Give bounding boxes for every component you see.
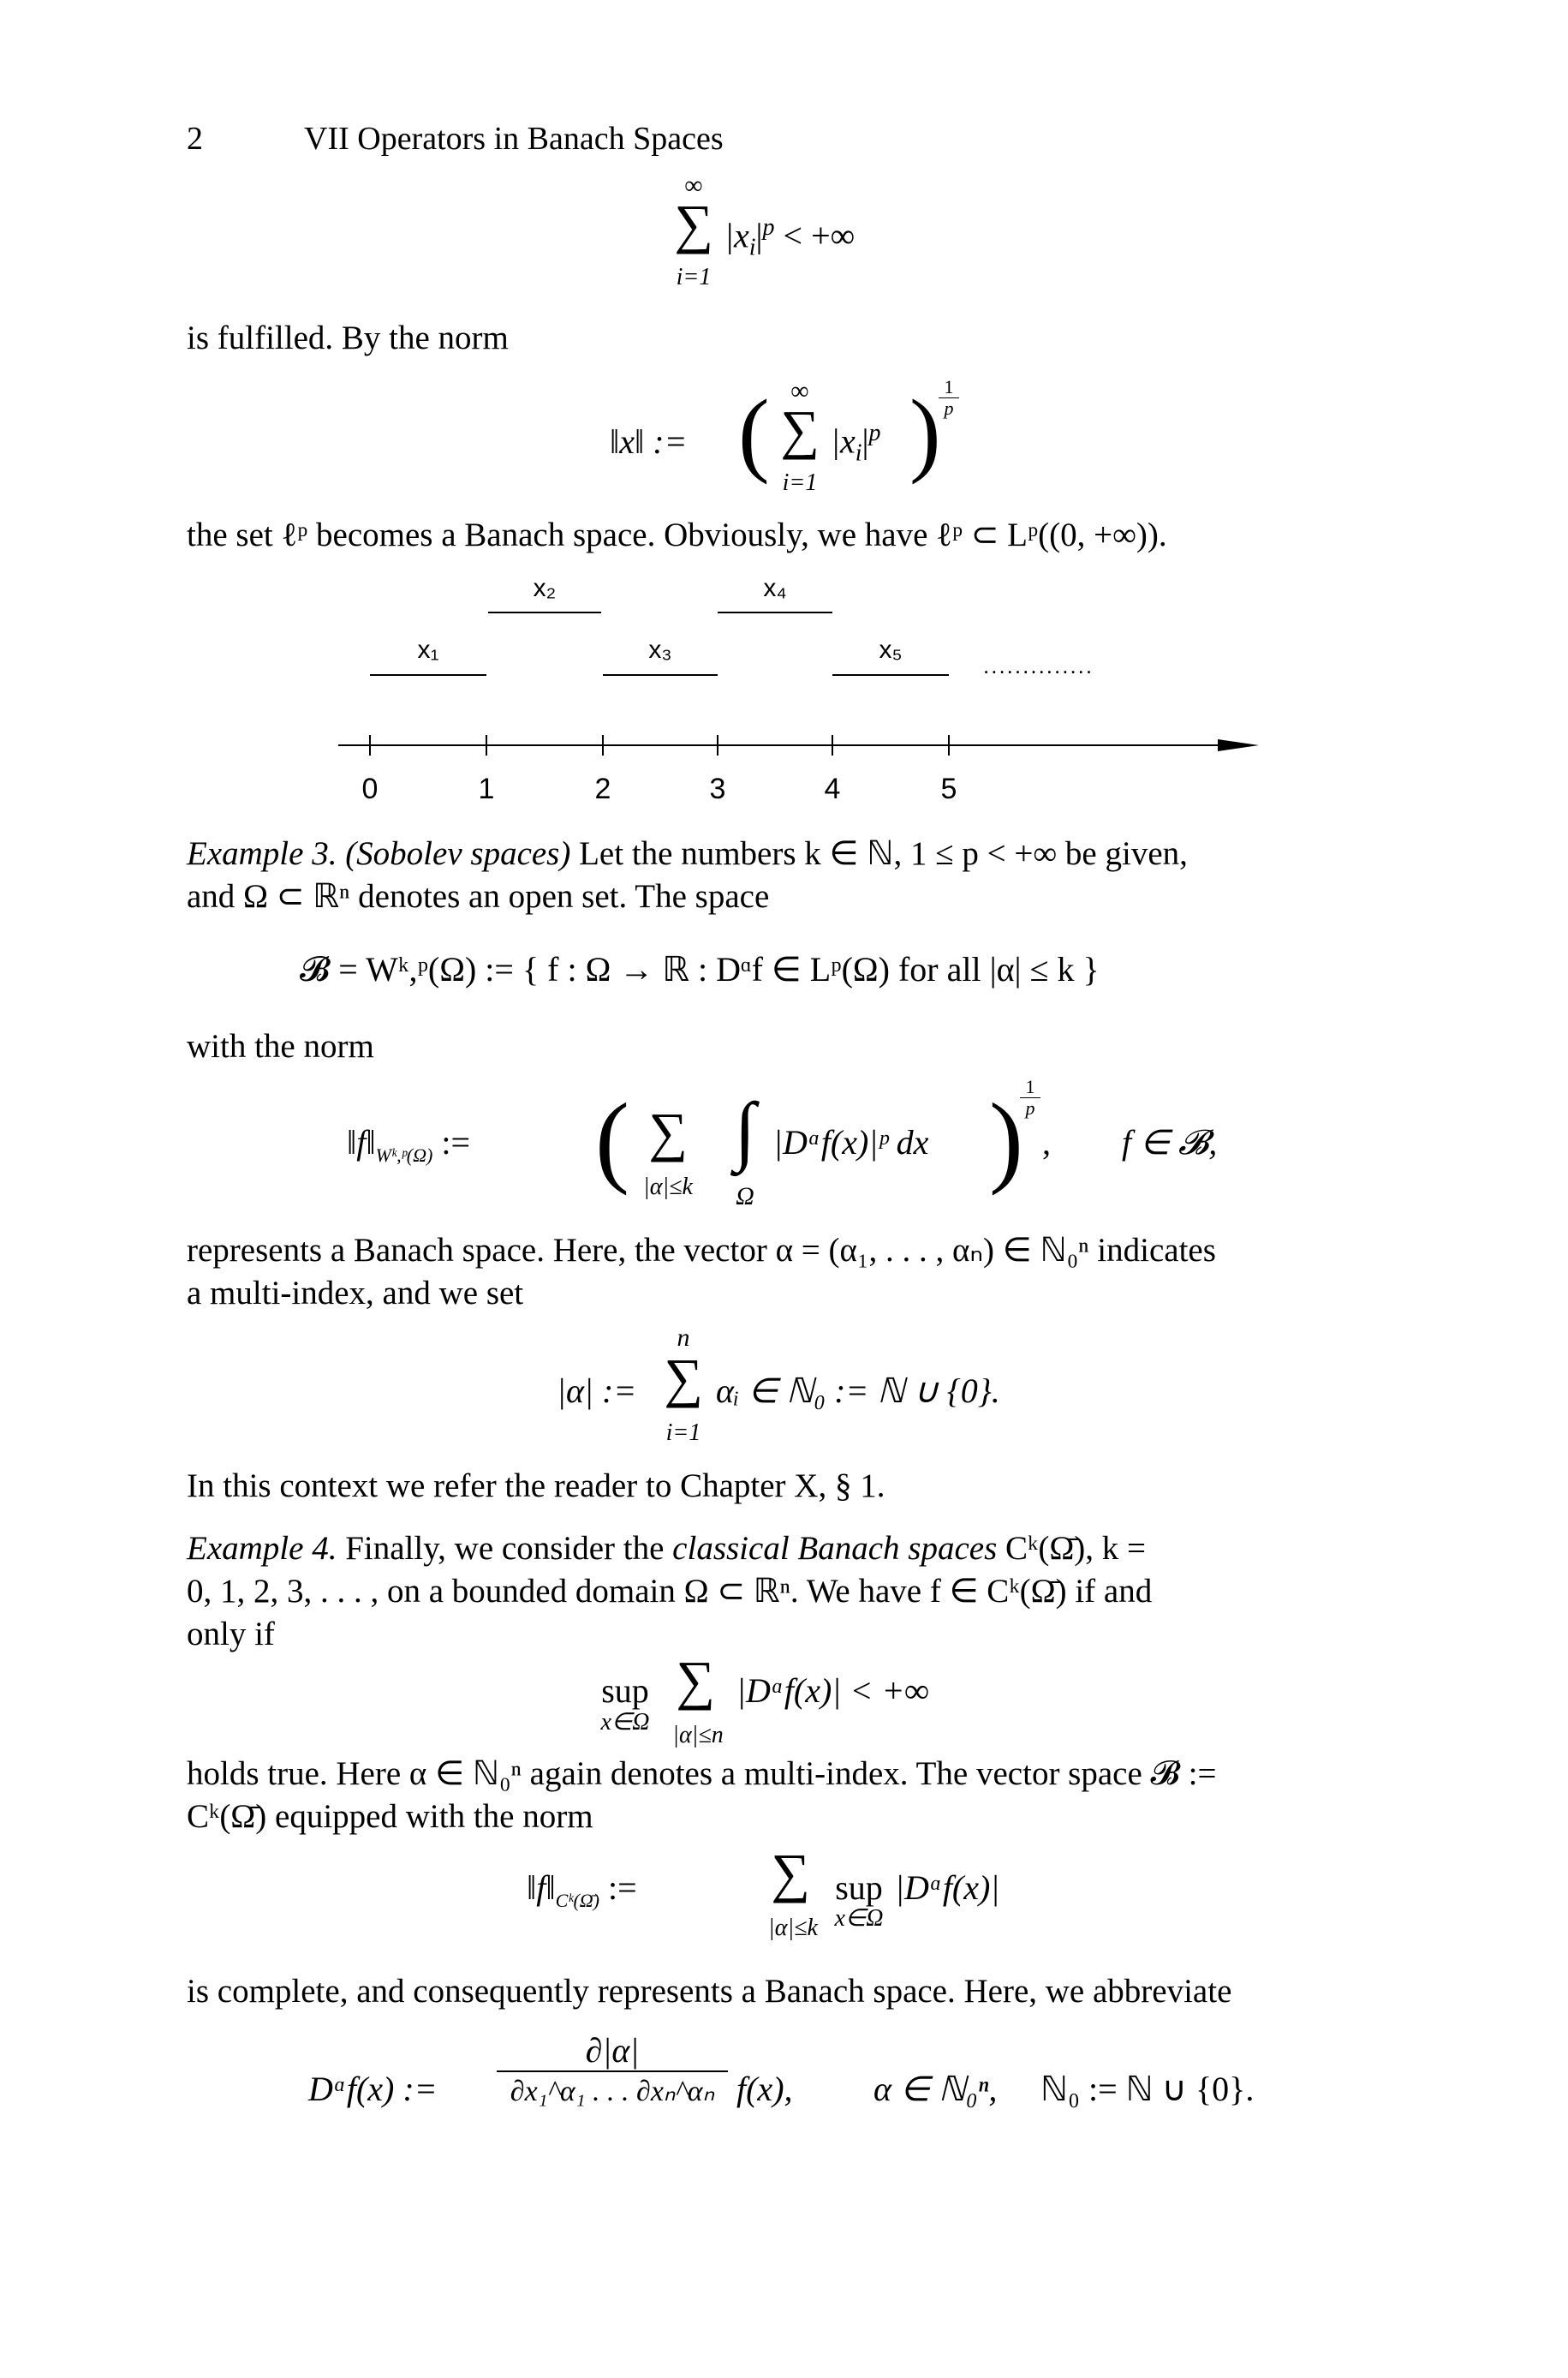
sum-body: $|x_i|^p$ < +∞ xyxy=(724,214,856,261)
multi-index-line2: a multi-index, and we set xyxy=(187,1275,524,1311)
sum-symbol: ∑ xyxy=(676,1650,715,1711)
norm-lhs: $‖f‖_{Cᵏ(\Omegā)}$ := xyxy=(527,1868,637,1911)
sum-upper-limit: ∞ xyxy=(684,171,703,200)
equation-sum-xi-p xyxy=(668,171,942,300)
norm-lhs: ‖x‖ := xyxy=(610,422,688,461)
sup-subscript: x∈Ω xyxy=(600,1709,650,1736)
derivative-lhs: Dᵅf(x) := xyxy=(308,2070,438,2108)
derivative-fraction xyxy=(497,2030,728,2108)
equation-sobolev-norm xyxy=(347,1075,1246,1221)
continuation-dots: .............. xyxy=(983,653,1094,678)
paragraph-lp-banach: the set ℓᵖ becomes a Banach space. Obviously, we have ℓᵖ ⊂ Lᵖ((0, +∞)). xyxy=(187,517,1167,553)
multi-index-line1: represents a Banach space. Here, the vector α = (α₁, . . . , αₙ) ∈ ℕ₀ⁿ indicates xyxy=(187,1232,1216,1269)
tick-label-2: 2 xyxy=(594,773,611,805)
sup-operator: sup xyxy=(601,1671,649,1710)
sum-lower-limit: i=1 xyxy=(676,264,712,290)
sum-lower-limit: i=1 xyxy=(665,1419,701,1446)
sum-upper-limit: n xyxy=(677,1323,690,1352)
example-3-intro xyxy=(187,833,1398,918)
integrand: |Dᵅf(x)|ᵖ dx xyxy=(773,1123,929,1162)
tick-label-0: 0 xyxy=(361,773,379,805)
sum-body: |Dᵅf(x)| < +∞ xyxy=(736,1671,929,1710)
tick-label-4: 4 xyxy=(824,773,841,805)
ck-line2: Cᵏ(Ω̄) equipped with the norm xyxy=(187,1798,593,1835)
sup-operator: sup xyxy=(835,1868,883,1907)
condition-alpha: α ∈ ℕ₀ⁿ, xyxy=(873,2070,998,2108)
sum-symbol: ∑ xyxy=(674,194,713,254)
paragraph-multi-index xyxy=(187,1229,1216,1315)
example-4-label: Example 4. xyxy=(187,1530,337,1567)
example-4-line3: only if xyxy=(187,1616,275,1652)
sum-lower-limit: i=1 xyxy=(782,469,818,496)
ck-line1: holds true. Here α ∈ ℕ₀ⁿ again denotes a multi-index. The vector space 𝓑 := xyxy=(187,1755,1217,1792)
tick-label-5: 5 xyxy=(940,773,957,805)
classical-banach-phrase: classical Banach spaces xyxy=(672,1530,998,1567)
sup-body: |Dᵅf(x)| xyxy=(895,1868,1000,1907)
sum-symbol: ∑ xyxy=(780,399,820,460)
integral-symbol: ∫ xyxy=(734,1088,756,1173)
condition-n0: ℕ₀ := ℕ ∪ {0}. xyxy=(1040,2070,1255,2108)
interval-figure xyxy=(325,565,1267,814)
label-x2: x₂ xyxy=(533,574,557,602)
sum-upper-limit: ∞ xyxy=(790,377,809,405)
trailing-comma: , xyxy=(1042,1123,1051,1162)
example-4-intro: Example 4. Finally, we consider the classical Banach spaces Cᵏ(Ω̄), k = 0, 1, 2, 3, . . . , on a bounded domain Ω ⊂ ℝⁿ. We have f ∈ Cᵏ(Ω̄) if and only if xyxy=(187,1530,1153,1652)
derivative-argument: f(x), xyxy=(736,2070,793,2108)
label-x3: x₃ xyxy=(648,636,672,664)
axis-arrowhead xyxy=(1218,739,1259,751)
equation-multi-index-length xyxy=(557,1323,1070,1452)
right-paren: ) xyxy=(909,380,941,485)
example-4-line2: 0, 1, 2, 3, . . . , on a bounded domain Ω ⊂ ℝⁿ. We have f ∈ Cᵏ(Ω̄) if and xyxy=(187,1573,1153,1610)
sum-subscript: |α|≤k xyxy=(768,1915,818,1941)
sum-symbol: ∑ xyxy=(648,1102,688,1162)
example-3-label: Example 3. (Sobolev spaces) xyxy=(187,835,571,872)
sum-body: $|x_i|^p$ xyxy=(831,420,881,467)
integral-subscript: Ω xyxy=(736,1182,754,1210)
sum-symbol: ∑ xyxy=(771,1843,810,1903)
fraction-numerator: ∂|α| xyxy=(585,2031,640,2070)
left-paren: ( xyxy=(738,380,770,485)
equation-sobolev-space: 𝓑 = Wᵏ,ᵖ(Ω) := { f : Ω → ℝ : Dᵅf ∈ Lᵖ(Ω) for all |α| ≤ k } xyxy=(300,950,1100,989)
equation-ck-condition xyxy=(591,1649,1070,1760)
example-3-line1: Let the numbers k ∈ ℕ, 1 ≤ p < +∞ be given, xyxy=(570,835,1188,872)
sum-body: αᵢ ∈ ℕ₀ := ℕ ∪ {0}. xyxy=(716,1371,1000,1410)
paragraph-norm-intro: is fulfilled. By the norm xyxy=(187,320,509,356)
right-paren: ) xyxy=(989,1082,1023,1196)
equation-derivative-def xyxy=(308,2030,1293,2142)
left-paren: ( xyxy=(595,1082,629,1196)
paragraph-with-norm-1: with the norm xyxy=(187,1028,374,1065)
tick-label-3: 3 xyxy=(709,773,726,805)
equation-lp-norm xyxy=(610,377,969,505)
sum-subscript: |α|≤k xyxy=(643,1174,693,1200)
paragraph-abbreviate: is complete, and consequently represents a Banach space. Here, we abbreviate xyxy=(187,1973,1232,2010)
fraction-denominator: ∂x₁^α₁ . . . ∂xₙ^αₙ xyxy=(497,2070,728,2108)
equation-ck-norm xyxy=(527,1842,1126,1953)
label-x1: x₁ xyxy=(417,636,439,664)
running-header: VII Operators in Banach Spaces xyxy=(304,121,724,157)
sup-subscript: x∈Ω xyxy=(834,1905,884,1932)
label-x5: x₅ xyxy=(879,636,903,664)
exponent-fraction: 1 p xyxy=(939,377,959,419)
label-x4: x₄ xyxy=(763,574,787,602)
paragraph-ck-space xyxy=(187,1753,1217,1838)
multi-index-lhs: |α| := xyxy=(557,1371,637,1410)
norm-lhs: $‖f‖_{Wᵏ,ᵖ(\Omega)}$ := xyxy=(347,1123,471,1166)
example-3-line2: and Ω ⊂ ℝⁿ denotes an open set. The space xyxy=(187,878,770,915)
tick-label-1: 1 xyxy=(478,773,495,805)
paragraph-chapter-ref: In this context we refer the reader to Chapter X, § 1. xyxy=(187,1467,885,1504)
exponent-fraction: 1 p xyxy=(1020,1077,1040,1119)
page-number: 2 xyxy=(187,121,203,157)
sum-symbol: ∑ xyxy=(664,1347,703,1408)
sum-subscript: |α|≤n xyxy=(672,1722,724,1748)
condition: f ∈ 𝓑, xyxy=(1122,1123,1218,1162)
